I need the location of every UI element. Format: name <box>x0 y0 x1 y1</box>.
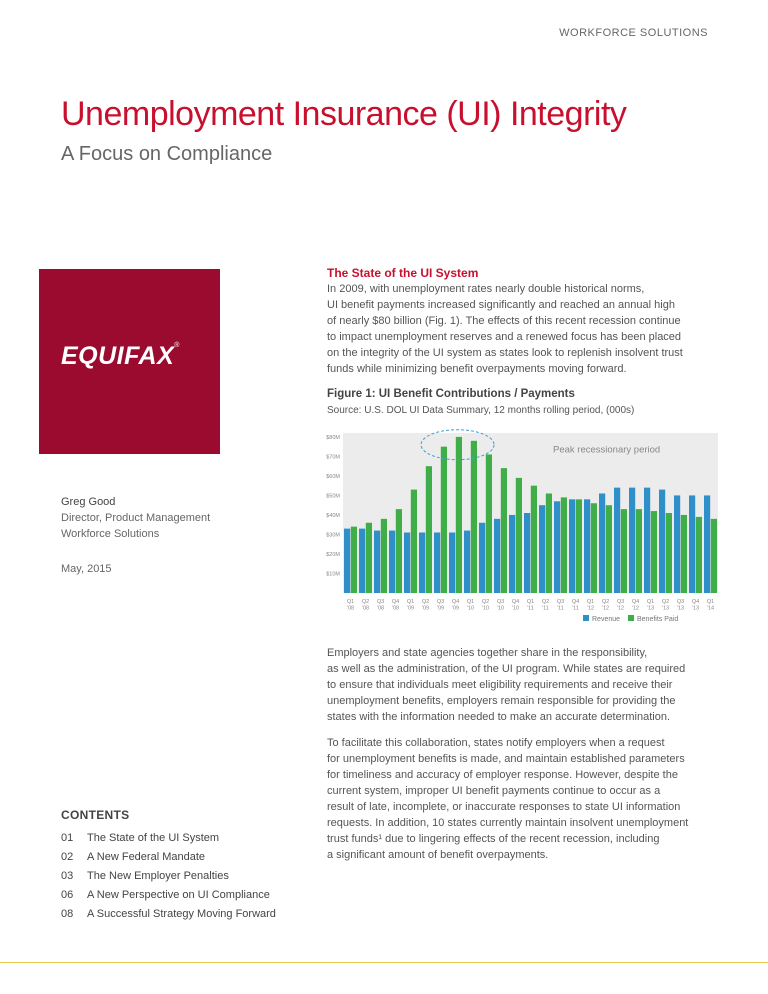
toc-label: A Successful Strategy Moving Forward <box>87 908 276 920</box>
x-tick-year: '11 <box>527 605 534 612</box>
toc-number: 08 <box>61 908 74 920</box>
x-tick-year: '11 <box>542 605 549 612</box>
y-tick-label: $10M <box>326 571 340 578</box>
revenue-bar <box>479 523 485 593</box>
toc-number: 03 <box>61 870 74 882</box>
toc-label: A New Perspective on UI Compliance <box>87 889 270 901</box>
x-tick-quarter: Q1 <box>466 599 475 605</box>
revenue-bar <box>449 533 455 593</box>
revenue-bar <box>374 531 380 593</box>
x-tick-year: '09 <box>451 605 460 612</box>
paragraph-line: a significant amount of benefit overpayments. <box>327 849 549 861</box>
toc-item[interactable] <box>61 905 321 924</box>
toc-item[interactable] <box>61 848 321 867</box>
author-name: Greg Good <box>61 496 116 508</box>
paragraph-line: for timeliness and accuracy of employer response. However, despite the <box>327 769 678 781</box>
benefits-paid-bar <box>576 499 582 593</box>
paragraph-line: trust funds¹ due to lingering effects of the recent recession, including <box>327 833 660 845</box>
toc-label: The New Employer Penalties <box>87 870 229 882</box>
paragraph-line: result of late, incomplete, or inaccurate responses to state UI information <box>327 801 681 813</box>
x-tick-year: '10 <box>496 605 505 612</box>
revenue-bar <box>494 519 500 593</box>
toc-number: 01 <box>61 832 74 844</box>
revenue-bar <box>599 493 605 593</box>
author-division: Workforce Solutions <box>61 528 160 540</box>
page-subtitle: A Focus on Compliance <box>61 143 273 165</box>
x-tick-quarter: Q2 <box>661 599 670 605</box>
x-tick-year: '10 <box>466 605 475 612</box>
benefits-paid-bar <box>681 515 687 593</box>
y-tick-label: $80M <box>326 434 340 441</box>
toc-label: A New Federal Mandate <box>87 851 206 863</box>
figure-source: Source: U.S. DOL UI Data Summary, 12 months rolling period, (000s) <box>327 405 635 416</box>
toc-number: 06 <box>61 889 74 901</box>
revenue-bar <box>524 513 530 593</box>
footer-rule <box>0 962 768 963</box>
x-tick-year: '13 <box>646 605 655 612</box>
revenue-bar <box>674 495 680 593</box>
paragraph-line: current system, improper UI benefit payments continue to occur as a <box>327 785 661 797</box>
x-tick-year: '08 <box>376 605 385 612</box>
peak-annotation: Peak recessionary period <box>553 444 661 456</box>
x-tick-quarter: Q2 <box>541 599 550 605</box>
legend-label-benefits: Benefits Paid <box>637 616 679 623</box>
benefits-paid-bar <box>696 517 702 593</box>
x-tick-quarter: Q1 <box>346 599 355 605</box>
x-tick-quarter: Q2 <box>601 599 610 605</box>
x-tick-year: '09 <box>421 605 430 612</box>
y-tick-label: $30M <box>326 532 340 539</box>
x-tick-year: '14 <box>706 605 715 612</box>
x-tick-quarter: Q3 <box>616 599 625 605</box>
header-tag: WORKFORCE SOLUTIONS <box>559 27 708 39</box>
revenue-bar <box>614 488 620 593</box>
revenue-bar <box>419 533 425 593</box>
benefits-paid-bar <box>441 447 447 593</box>
benefits-paid-bar <box>381 519 387 593</box>
x-tick-quarter: Q2 <box>481 599 490 605</box>
toc-item[interactable] <box>61 829 321 848</box>
revenue-bar <box>509 515 515 593</box>
revenue-bar <box>689 495 695 593</box>
revenue-bar <box>464 531 470 593</box>
x-tick-year: '09 <box>436 605 445 612</box>
x-tick-year: '08 <box>361 605 370 612</box>
section-title: The State of the UI System <box>327 266 479 280</box>
revenue-bar <box>404 533 410 593</box>
x-tick-quarter: Q2 <box>361 599 370 605</box>
x-tick-quarter: Q4 <box>391 599 400 605</box>
benefits-paid-bar <box>561 497 567 593</box>
benefits-paid-bar <box>546 493 552 593</box>
publish-date: May, 2015 <box>61 563 112 575</box>
revenue-bar <box>659 490 665 593</box>
benefits-paid-bar <box>606 505 612 593</box>
benefits-paid-bar <box>366 523 372 593</box>
benefits-paid-bar <box>471 441 477 593</box>
x-tick-quarter: Q3 <box>556 599 565 605</box>
x-tick-quarter: Q4 <box>511 599 520 605</box>
x-tick-year: '09 <box>406 605 415 612</box>
x-tick-year: '08 <box>346 605 355 612</box>
x-tick-quarter: Q1 <box>706 599 715 605</box>
section-line: to impact unemployment reserves and a renewed focus has been placed <box>327 331 682 343</box>
toc-label: The State of the UI System <box>87 832 220 844</box>
x-tick-quarter: Q1 <box>406 599 415 605</box>
x-tick-quarter: Q4 <box>571 599 580 605</box>
revenue-bar <box>554 501 560 593</box>
revenue-bar <box>704 495 710 593</box>
benefits-paid-bar <box>351 527 357 593</box>
x-tick-year: '11 <box>572 605 579 612</box>
x-tick-quarter: Q4 <box>631 599 640 605</box>
section-line: on the integrity of the UI system as states look to replenish insolvent trust <box>327 347 683 359</box>
benefits-paid-bar <box>396 509 402 593</box>
benefits-paid-bar <box>666 513 672 593</box>
benefits-paid-bar <box>501 468 507 593</box>
section-state-of-ui <box>327 265 727 377</box>
paragraph-line: as well as the administration, of the UI program. While states are required <box>327 663 686 675</box>
section-line: funds while minimizing benefit overpayments moving forward. <box>327 363 627 375</box>
toc-item[interactable] <box>61 886 321 905</box>
x-tick-quarter: Q1 <box>646 599 655 605</box>
revenue-bar <box>569 499 575 593</box>
x-tick-year: '08 <box>391 605 400 612</box>
section-line: UI benefit payments increased significantly and reached an annual high <box>327 299 675 311</box>
y-tick-label: $60M <box>326 473 340 480</box>
legend-swatch-benefits <box>628 615 634 621</box>
revenue-bar <box>434 533 440 593</box>
figure-title: Figure 1: UI Benefit Contributions / Payments <box>327 388 575 400</box>
paragraph-line: to ensure that individuals meet eligibility requirements and receive their <box>327 679 673 691</box>
revenue-bar <box>584 499 590 593</box>
x-tick-year: '12 <box>631 605 640 612</box>
x-tick-year: '12 <box>601 605 610 612</box>
paragraph-line: states with the information needed to make an accurate determination. <box>327 711 671 723</box>
y-tick-label: $20M <box>326 551 340 558</box>
benefits-paid-bar <box>636 509 642 593</box>
x-tick-year: '13 <box>676 605 685 612</box>
paragraph-collaboration <box>327 735 688 863</box>
y-tick-label: $50M <box>326 493 340 500</box>
paragraph-line: requests. In addition, 10 states currently maintain insolvent unemployment <box>327 817 689 829</box>
x-tick-quarter: Q3 <box>676 599 685 605</box>
paragraph-shared-responsibility <box>327 645 685 725</box>
page-title: Unemployment Insurance (UI) Integrity <box>61 95 627 133</box>
x-tick-year: '10 <box>481 605 490 612</box>
table-of-contents <box>61 808 321 924</box>
x-tick-year: '12 <box>616 605 625 612</box>
revenue-bar <box>629 488 635 593</box>
logo-wordmark: EQUIFAX® <box>61 342 180 370</box>
x-tick-year: '12 <box>586 605 595 612</box>
revenue-bar <box>644 488 650 593</box>
benefits-paid-bar <box>426 466 432 593</box>
revenue-bar <box>539 505 545 593</box>
toc-item[interactable] <box>61 867 321 886</box>
x-tick-quarter: Q2 <box>421 599 430 605</box>
x-tick-year: '11 <box>557 605 564 612</box>
legend-label-revenue: Revenue <box>592 616 621 623</box>
benefits-paid-bar <box>531 486 537 593</box>
contents-title: CONTENTS <box>61 808 130 822</box>
x-tick-quarter: Q4 <box>451 599 460 605</box>
equifax-logo <box>39 269 220 454</box>
benefits-paid-bar <box>651 511 657 593</box>
benefits-paid-bar <box>621 509 627 593</box>
benefits-paid-bar <box>711 519 717 593</box>
y-tick-label: $70M <box>326 454 340 461</box>
section-line: of nearly $80 billion (Fig. 1). The effects of this recent recession continue <box>327 315 681 327</box>
benefits-paid-bar <box>411 490 417 593</box>
author-block <box>61 494 210 542</box>
x-tick-quarter: Q1 <box>586 599 595 605</box>
paragraph-line: for unemployment benefits is made, and maintain established parameters <box>327 753 685 765</box>
x-tick-year: '13 <box>661 605 670 612</box>
benefits-paid-bar <box>486 454 492 593</box>
x-tick-year: '10 <box>511 605 520 612</box>
benefits-paid-bar <box>516 478 522 593</box>
benefits-paid-bar <box>591 503 597 593</box>
x-tick-quarter: Q3 <box>376 599 385 605</box>
benefits-paid-bar <box>456 437 462 593</box>
revenue-bar <box>359 529 365 593</box>
paragraph-line: Employers and state agencies together share in the responsibility, <box>327 647 648 659</box>
section-line: In 2009, with unemployment rates nearly double historical norms, <box>327 283 645 295</box>
author-title: Director, Product Management <box>61 512 211 524</box>
revenue-bar <box>389 531 395 593</box>
legend-swatch-revenue <box>583 615 589 621</box>
paragraph-line: unemployment benefits, employers remain responsible for providing the <box>327 695 676 707</box>
x-tick-quarter: Q3 <box>436 599 445 605</box>
y-tick-label: $40M <box>326 512 340 519</box>
x-tick-quarter: Q4 <box>691 599 700 605</box>
paragraph-line: To facilitate this collaboration, states notify employers when a request <box>327 737 665 749</box>
x-tick-quarter: Q3 <box>496 599 505 605</box>
x-tick-year: '13 <box>691 605 700 612</box>
benefits-chart <box>318 428 728 628</box>
revenue-bar <box>344 529 350 593</box>
toc-number: 02 <box>61 851 74 863</box>
x-tick-quarter: Q1 <box>526 599 535 605</box>
